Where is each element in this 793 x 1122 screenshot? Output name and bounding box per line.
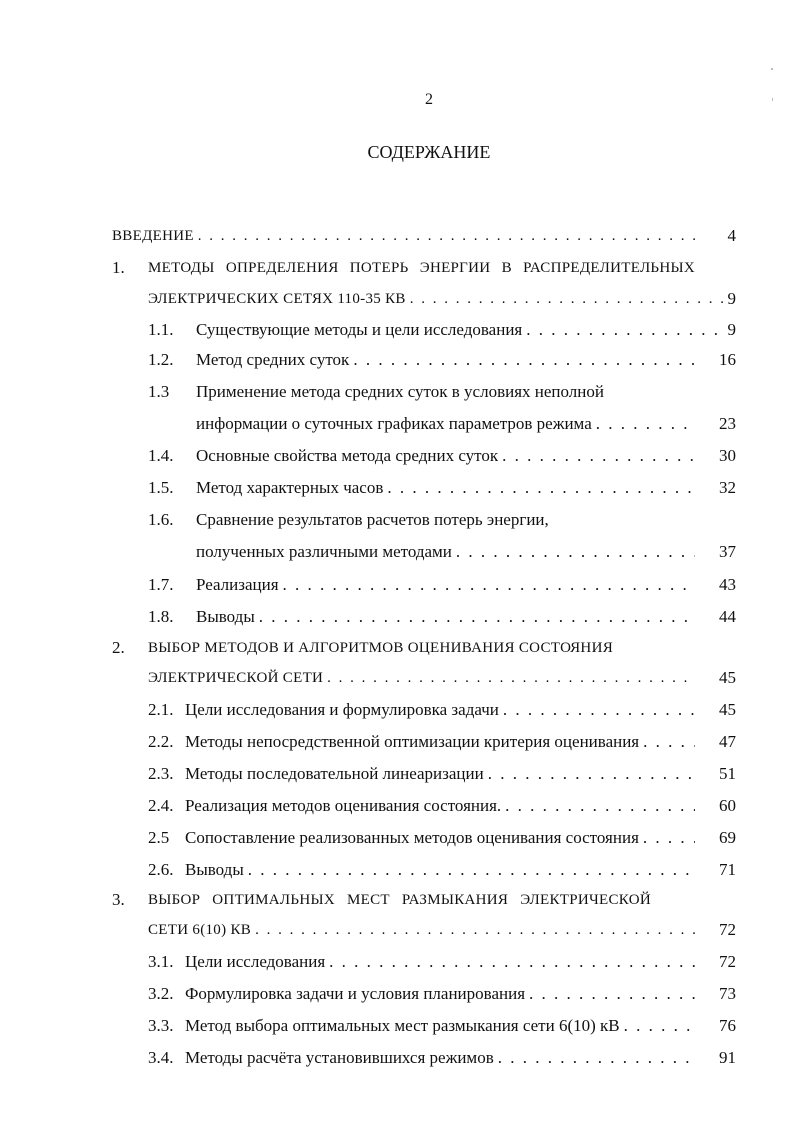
toc-entry[interactable] [0,380,793,404]
toc-entry[interactable] [0,794,793,818]
toc-entry[interactable] [0,730,793,754]
toc-entry-text: Метод характерных часов [196,478,384,497]
toc-entry-text: Методы расчёта установившихся режимов [185,1048,494,1067]
toc-entry-number: 2.1. [148,700,174,719]
toc-entry-page: 60 [719,796,736,815]
scan-speck [772,98,773,101]
toc-entry[interactable] [0,348,793,372]
toc-entry-text: Метод выбора оптимальных мест размыкания сети 6(10) кВ [185,1016,620,1035]
toc-entry-page: 72 [719,920,736,939]
toc-entry-text: Метод средних суток [196,350,350,369]
toc-entry-page: 4 [727,226,736,245]
toc-entry-number: 3.1. [148,952,174,971]
toc-entry[interactable] [0,605,793,629]
toc-entry-text: Формулировка задачи и условия планирования [185,984,526,1003]
toc-entry-text: Реализация методов оценивания состояния. [185,796,502,815]
toc-entry-number: 1.3 [148,382,170,401]
toc-entry-number: 2.2. [148,732,174,751]
toc-entry[interactable] [0,858,793,882]
toc-entry[interactable] [0,540,793,564]
toc-entry[interactable] [0,412,793,436]
toc-entry-text: Применение метода средних суток в условиях неполной [196,382,604,401]
toc-entry-number: 1.2. [148,350,174,369]
toc-entry-number: 2.5 [148,828,170,847]
toc-entry-text: Методы последовательной линеаризации [185,764,484,783]
page-number: 2 [425,91,433,108]
toc-entry[interactable] [0,256,793,280]
toc-entry[interactable] [0,918,793,942]
toc-entry-text: Сопоставление реализованных методов оценивания состояния [185,828,639,847]
toc-entry-number: 3.4. [148,1048,174,1067]
toc-entry-number: 2.4. [148,796,174,815]
toc-entry-text: ВВЕДЕНИЕ [112,228,194,244]
toc-entry-text: Выводы [185,860,244,879]
toc-entry-page: 45 [719,700,736,719]
toc-entry[interactable] [0,636,793,660]
toc-entry-page: 73 [719,984,736,1003]
toc-entry-text: Существующие методы и цели исследования [196,320,523,339]
toc-entry-number: 2.6. [148,860,174,879]
toc-entry-number: 3.3. [148,1016,174,1035]
toc-entry[interactable] [0,318,793,342]
toc-entry-text: Цели исследования [185,952,326,971]
toc-entry-text: полученных различными методами [196,542,452,561]
toc-entry-number: 1.8. [148,607,174,626]
toc-entry-text: ВЫБОР ОПТИМАЛЬНЫХ МЕСТ РАЗМЫКАНИЯ ЭЛЕКТРИЧЕСКОЙ [148,892,651,908]
toc-entry-number: 1.4. [148,446,174,465]
toc-entry[interactable] [0,1046,793,1070]
toc-entry[interactable] [0,826,793,850]
toc-entry-number: 2. [112,638,125,657]
toc-entry[interactable] [0,982,793,1006]
toc-entry[interactable] [0,444,793,468]
toc-entry[interactable] [0,476,793,500]
toc-entry[interactable] [0,762,793,786]
toc-entry[interactable] [0,950,793,974]
toc-entry-page: 47 [719,732,736,751]
toc-entry-page: 37 [719,542,736,561]
toc-entry-page: 30 [719,446,736,465]
page-title: СОДЕРЖАНИЕ [367,142,491,162]
toc-entry-text: Цели исследования и формулировка задачи [185,700,499,719]
toc-entry[interactable] [0,508,793,532]
toc-entry-text: ВЫБОР МЕТОДОВ И АЛГОРИТМОВ ОЦЕНИВАНИЯ СОСТОЯНИЯ [148,640,614,656]
toc-entry[interactable] [0,287,793,311]
toc-entry-text: Основные свойства метода средних суток [196,446,499,465]
toc-entry-page: 71 [719,860,736,879]
toc-entry-number: 1.6. [148,510,174,529]
toc-entry-page: 91 [719,1048,736,1067]
toc-entry-page: 44 [719,607,736,626]
toc-entry-number: 1. [112,258,125,277]
toc-entry-text: Методы непосредственной оптимизации критерия оценивания [185,732,640,751]
toc-entry-page: 9 [727,320,736,339]
toc-entry-text: информации о суточных графиках параметров режима [196,414,592,433]
toc-entry[interactable] [0,1014,793,1038]
toc-entry-text: Сравнение результатов расчетов потерь энергии, [196,510,549,529]
toc-entry-page: 23 [719,414,736,433]
toc-entry[interactable] [0,698,793,722]
toc-entry-text: Выводы [196,607,255,626]
toc-entry-number: 1.7. [148,575,174,594]
toc-entry-number: 3. [112,890,125,909]
toc-entry-page: 72 [719,952,736,971]
toc-entry[interactable] [0,666,793,690]
toc-entry-page: 16 [719,350,736,369]
toc-entry[interactable] [0,224,793,248]
toc-entry-text: ЭЛЕКТРИЧЕСКОЙ СЕТИ [148,670,324,686]
toc-entry-text: СЕТИ 6(10) КВ [148,922,252,938]
scan-speck [771,68,773,70]
toc-entry-page: 51 [719,764,736,783]
toc-entry-text: ЭЛЕКТРИЧЕСКИХ СЕТЯХ 110-35 КВ [148,291,406,307]
toc-entry-page: 9 [727,289,736,308]
toc-entry-page: 69 [719,828,736,847]
toc-entry-text: МЕТОДЫ ОПРЕДЕЛЕНИЯ ПОТЕРЬ ЭНЕРГИИ В РАСПРЕДЕЛИТЕЛЬНЫХ [148,260,695,276]
toc-entry[interactable] [0,888,793,912]
toc-entry-text: Реализация [196,575,279,594]
toc-entry-page: 76 [719,1016,736,1035]
toc-entry-number: 1.5. [148,478,174,497]
toc-entry-number: 2.3. [148,764,174,783]
toc-entry-page: 45 [719,668,736,687]
toc-entry-number: 3.2. [148,984,174,1003]
toc-entry-page: 43 [719,575,736,594]
toc-entry[interactable] [0,573,793,597]
toc-entry-number: 1.1. [148,320,174,339]
toc-entry-page: 32 [719,478,736,497]
